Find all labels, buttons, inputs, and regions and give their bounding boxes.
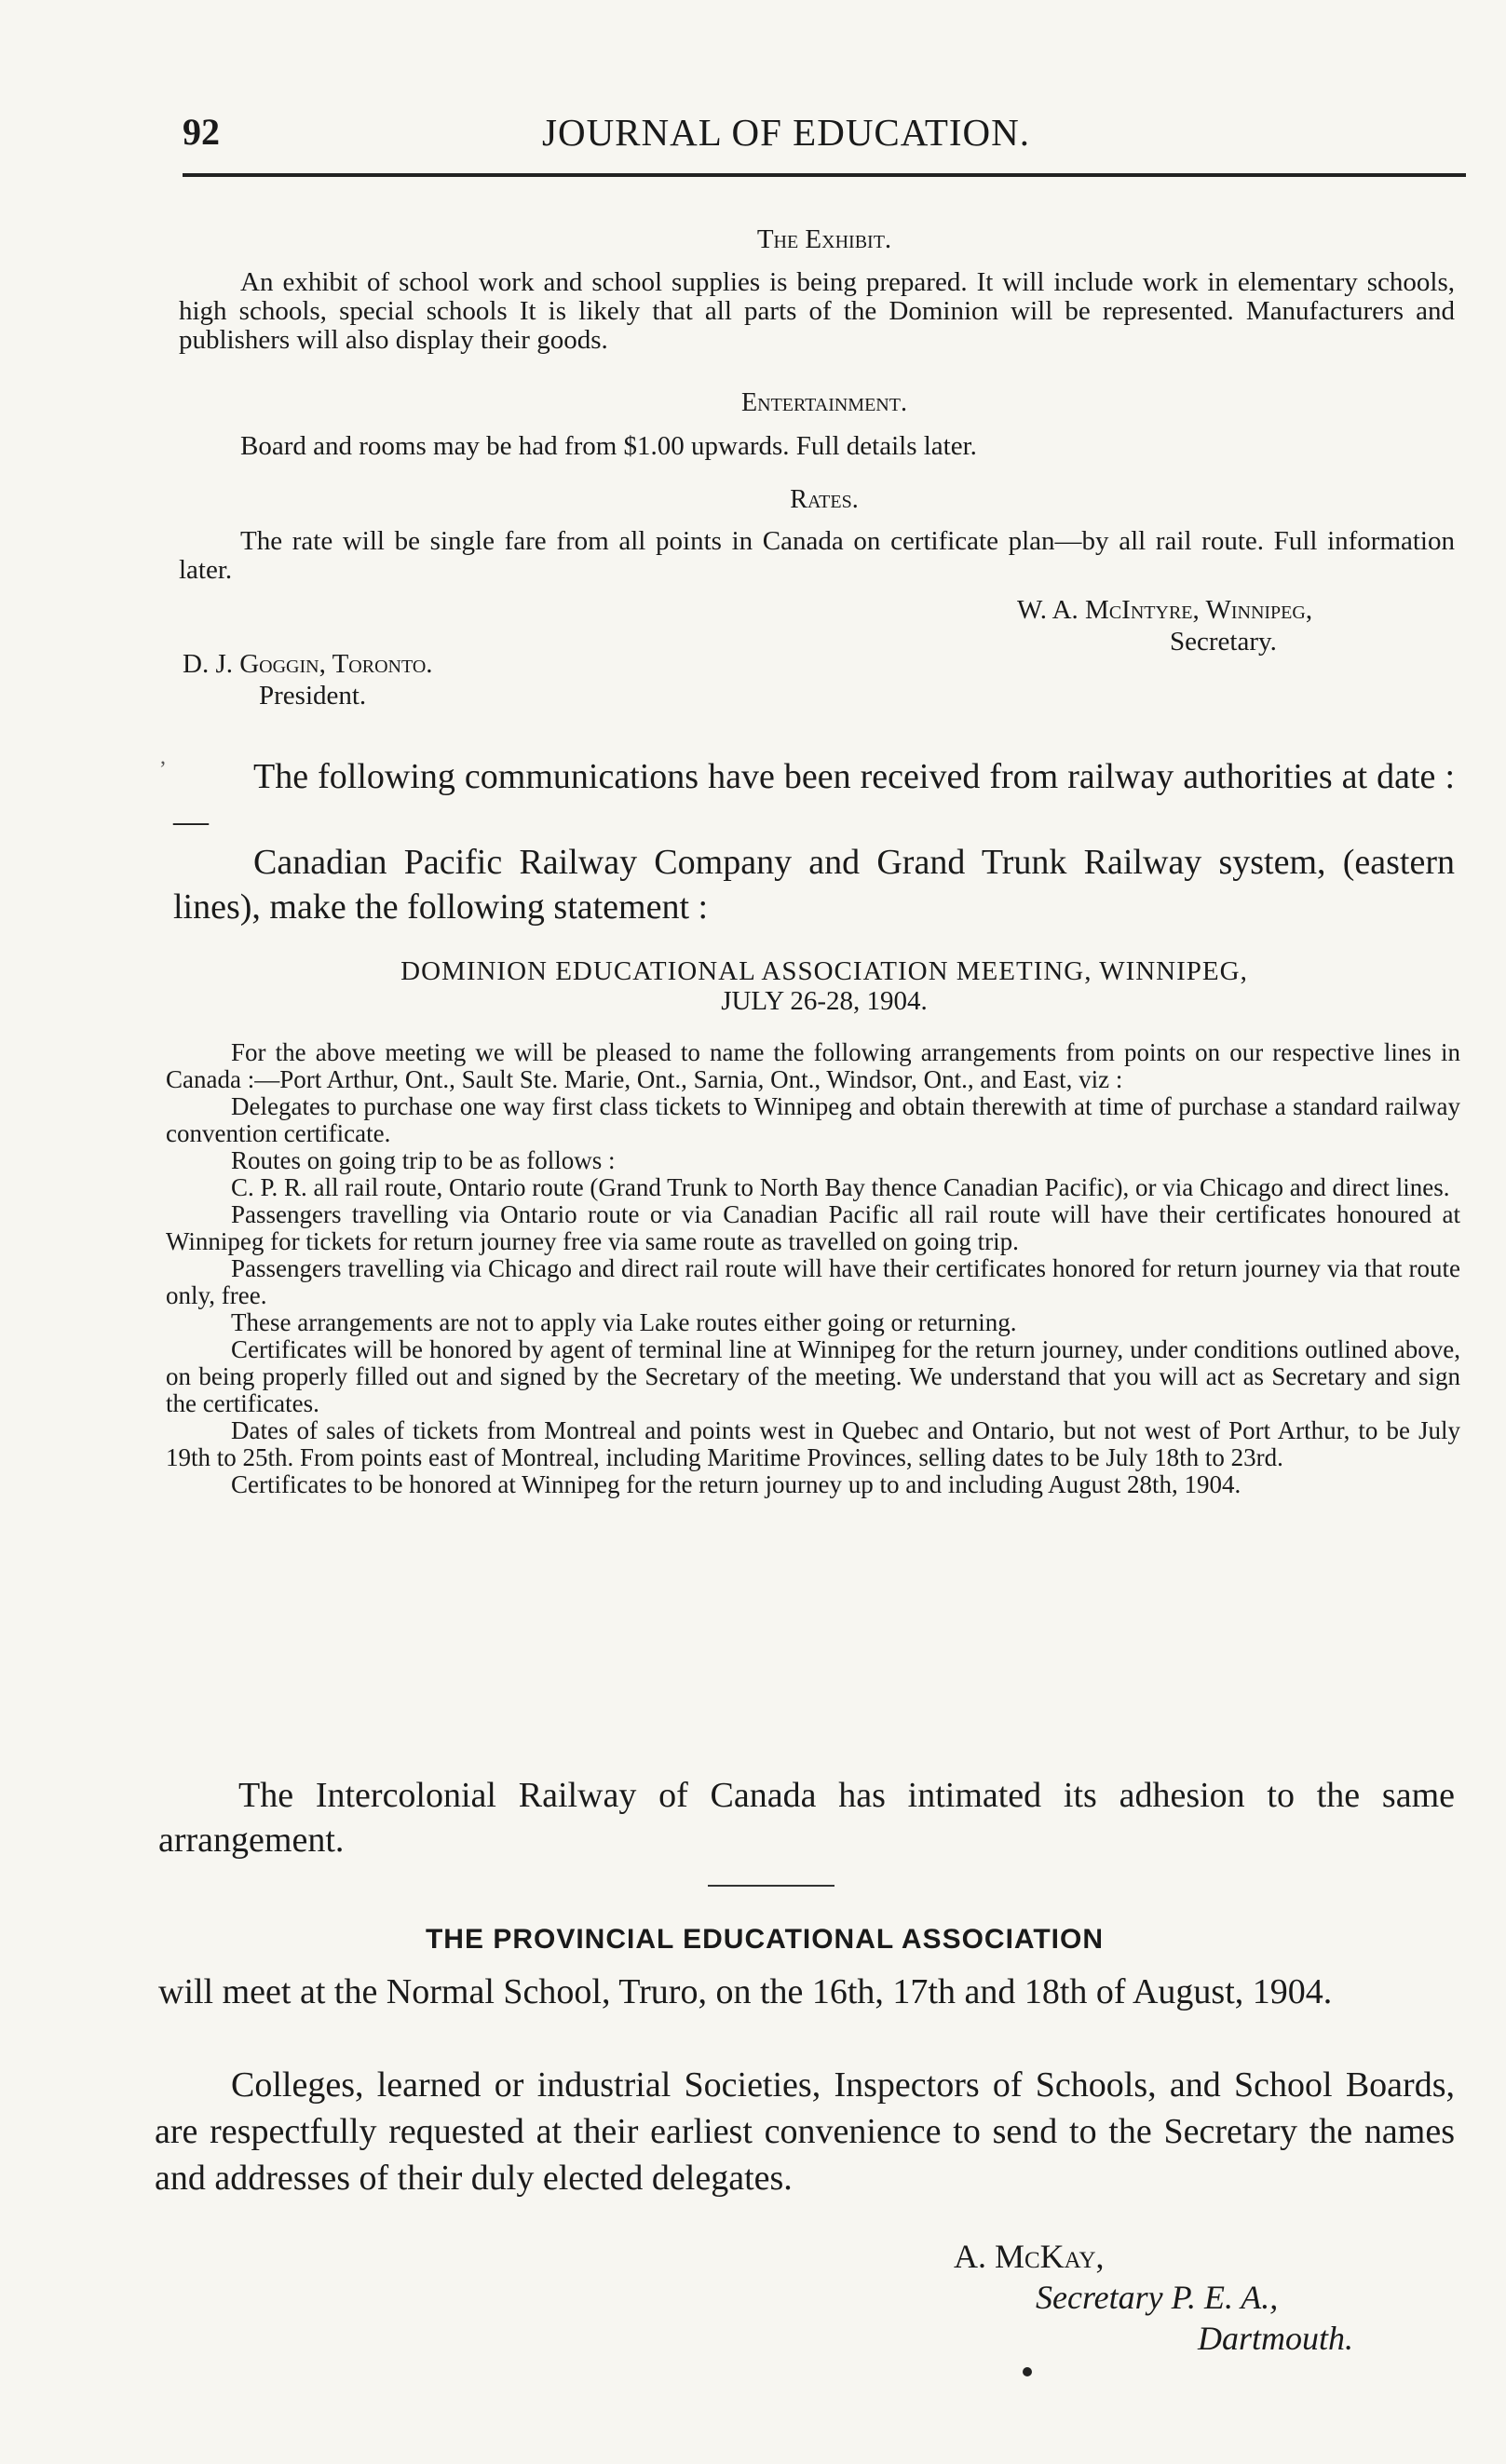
- rates-heading: Rates.: [790, 485, 859, 514]
- exhibit-heading: The Exhibit.: [756, 224, 892, 254]
- bottom-signature-title: Secretary P. E. A.,: [1036, 2279, 1279, 2316]
- meeting-paragraph: Delegates to purchase one way first class tickets to Winnipeg and obtain therewith at time of purchase a standard railway convention certificate.: [166, 1092, 1460, 1147]
- rates-body: The rate will be single fare from all points in Canada on certificate plan—by all rail route. Full information later.: [179, 526, 1455, 585]
- provincial-heading: THE PROVINCIAL EDUCATIONAL ASSOCIATION: [425, 1924, 1105, 1955]
- secretary-title: Secretary.: [1170, 627, 1277, 657]
- journal-title: JOURNAL OF EDUCATION.: [542, 111, 1031, 154]
- meeting-paragraph: These arrangements are not to apply via Lake routes either going or returning.: [231, 1308, 1017, 1336]
- meeting-heading-line1: DOMINION EDUCATIONAL ASSOCIATION MEETING, WINNIPEG,: [400, 956, 1248, 986]
- meeting-paragraph: Routes on going trip to be as follows :: [231, 1146, 616, 1174]
- secretary-signature: W. A. McIntyre, Winnipeg,: [1017, 595, 1313, 625]
- meeting-paragraph: Certificates will be honored by agent of terminal line at Winnipeg for the return journey, under conditions outlined above, on being properly filled out and signed by the Secretary of the meeting. We understand that you will act as Secretary and sign the certificates.: [166, 1335, 1460, 1417]
- page-number: 92: [183, 111, 220, 153]
- margin-mark: ,: [160, 745, 166, 769]
- meeting-heading-line2: JULY 26-28, 1904.: [721, 986, 928, 1016]
- meeting-body: [166, 1039, 1460, 1498]
- communications-intro: The following communications have been received from railway authorities at date :—: [173, 757, 1455, 841]
- section-divider: [708, 1885, 834, 1887]
- bottom-signature-name: A. McKay,: [954, 2238, 1105, 2275]
- provincial-para2: Colleges, learned or industrial Societies, Inspectors of Schools, and School Boards, are respectfully requested at their earliest convenience to send to the Secretary the names and addresses of their duly elected delegates.: [155, 2065, 1455, 2198]
- meeting-paragraph: Passengers travelling via Ontario route or via Canadian Pacific all rail route will have their certificates honoured at Winnipeg for tickets for return journey free via same route as travelled on going trip.: [166, 1200, 1460, 1255]
- exhibit-body: An exhibit of school work and school supplies is being prepared. It will include work in elementary schools, high schools, special schools It is likely that all parts of the Dominion will be represented. Manufacturers and publishers will also display their goods.: [179, 267, 1455, 355]
- meeting-paragraph: Dates of sales of tickets from Montreal and points west in Quebec and Ontario, but not west of Port Arthur, to be July 19th to 25th. From points east of Montreal, including Maritime Provinces, selling dates to be July 18th to 23rd.: [166, 1416, 1460, 1471]
- intercolonial-note: The Intercolonial Railway of Canada has intimated its adhesion to the same arrangement.: [158, 1776, 1455, 1860]
- meeting-paragraph: Certificates to be honored at Winnipeg for the return journey up to and including August 28th, 1904.: [231, 1470, 1241, 1498]
- meeting-paragraph: Passengers travelling via Chicago and direct rail route will have their certificates honored for return journey via that route only, free.: [166, 1254, 1460, 1309]
- president-title: President.: [259, 681, 367, 711]
- communications-statement: Canadian Pacific Railway Company and Grand Trunk Railway system, (eastern lines), make the following statement :: [173, 843, 1455, 927]
- header-rule: [183, 173, 1466, 177]
- entertainment-body: Board and rooms may be had from $1.00 upwards. Full details later.: [240, 431, 977, 461]
- page-dot: [1023, 2367, 1032, 2376]
- provincial-para1: will meet at the Normal School, Truro, on the 16th, 17th and 18th of August, 1904.: [158, 1972, 1333, 2011]
- entertainment-heading: Entertainment.: [741, 388, 907, 417]
- meeting-paragraph: For the above meeting we will be pleased to name the following arrangements from points on our respective lines in Canada :—Port Arthur, Ont., Sault Ste. Marie, Ont., Sarnia, Ont., Windsor, Ont., and East, viz :: [166, 1038, 1460, 1093]
- president-signature: D. J. Goggin, Toronto.: [183, 649, 433, 679]
- meeting-paragraph: C. P. R. all rail route, Ontario route (Grand Trunk to North Bay thence Canadian Pacific), or via Chicago and direct lines.: [231, 1173, 1450, 1201]
- bottom-signature-place: Dartmouth.: [1198, 2320, 1354, 2357]
